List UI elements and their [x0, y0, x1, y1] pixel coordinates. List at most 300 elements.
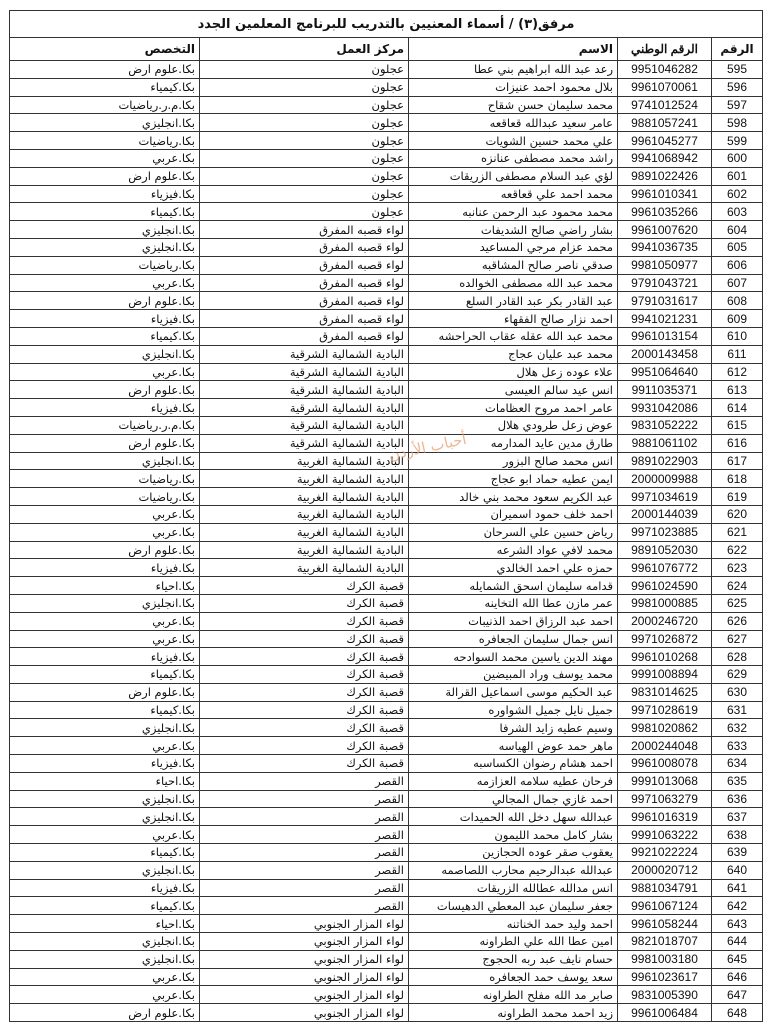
- row-work-center: البادية الشمالية الغربية: [200, 488, 409, 506]
- table-row: [10, 167, 763, 185]
- row-name: احمد عبد الرزاق احمد الذنيبات: [409, 612, 618, 630]
- row-work-center: لواء قصبه المفرق: [200, 256, 409, 274]
- row-work-center: لواء قصبه المفرق: [200, 274, 409, 292]
- row-national-id: 9971028619: [618, 701, 712, 719]
- row-work-center: القصر: [200, 844, 409, 862]
- row-specialization: بكا.فيزياء: [10, 879, 200, 897]
- row-number: 608: [712, 292, 763, 310]
- row-national-id: 9991013068: [618, 772, 712, 790]
- table-row: [10, 826, 763, 844]
- row-specialization: بكا.فيزياء: [10, 185, 200, 203]
- table-row: [10, 594, 763, 612]
- row-number: 643: [712, 915, 763, 933]
- row-national-id: 9791043721: [618, 274, 712, 292]
- row-number: 626: [712, 612, 763, 630]
- row-national-id: 9961035266: [618, 203, 712, 221]
- row-national-id: 9821018707: [618, 933, 712, 951]
- row-national-id: 9971034619: [618, 488, 712, 506]
- row-work-center: القصر: [200, 897, 409, 915]
- row-national-id: 2000143458: [618, 345, 712, 363]
- row-work-center: لواء المزار الجنوبي: [200, 915, 409, 933]
- row-name: بشار راضي صالح الشديفات: [409, 221, 618, 239]
- table-row: [10, 149, 763, 167]
- row-work-center: القصر: [200, 861, 409, 879]
- table-row: [10, 345, 763, 363]
- row-specialization: بكا.علوم ارض: [10, 683, 200, 701]
- row-name: حسام نايف عبد ربه الحجوج: [409, 950, 618, 968]
- row-national-id: 2000246720: [618, 612, 712, 630]
- table-row: [10, 986, 763, 1004]
- table-row: [10, 381, 763, 399]
- row-national-id: 9891022426: [618, 167, 712, 185]
- row-specialization: بكا.علوم ارض: [10, 167, 200, 185]
- row-specialization: بكا.كيمياء: [10, 844, 200, 862]
- row-number: 640: [712, 861, 763, 879]
- table-row: [10, 559, 763, 577]
- row-name: صابر مد الله مفلح الطراونه: [409, 986, 618, 1004]
- row-national-id: 9941068942: [618, 149, 712, 167]
- row-number: 637: [712, 808, 763, 826]
- row-number: 604: [712, 221, 763, 239]
- table-row: [10, 577, 763, 595]
- row-national-id: 2000009988: [618, 470, 712, 488]
- row-national-id: 9881034791: [618, 879, 712, 897]
- row-national-id: 9831014625: [618, 683, 712, 701]
- row-name: ماهر حمد عوض الهياسه: [409, 737, 618, 755]
- row-work-center: البادية الشمالية الغربية: [200, 541, 409, 559]
- row-national-id: 9961006484: [618, 1004, 712, 1022]
- row-national-id: 9891052030: [618, 541, 712, 559]
- table-row: [10, 523, 763, 541]
- row-work-center: قصبة الكرك: [200, 612, 409, 630]
- row-specialization: بكا.فيزياء: [10, 648, 200, 666]
- table-row: [10, 612, 763, 630]
- row-work-center: البادية الشمالية الشرقية: [200, 399, 409, 417]
- row-national-id: 9951046282: [618, 61, 712, 79]
- row-work-center: قصبة الكرك: [200, 737, 409, 755]
- row-specialization: بكا.علوم ارض: [10, 292, 200, 310]
- table-row: [10, 879, 763, 897]
- row-number: 630: [712, 683, 763, 701]
- row-specialization: بكا.علوم ارض: [10, 381, 200, 399]
- row-specialization: بكا.فيزياء: [10, 755, 200, 773]
- table-row: [10, 648, 763, 666]
- row-number: 645: [712, 950, 763, 968]
- row-national-id: 9961023617: [618, 968, 712, 986]
- row-name: رعد عبد الله ابراهيم بني عطا: [409, 61, 618, 79]
- row-specialization: بكا.انجليزي: [10, 594, 200, 612]
- row-name: محمد محمود عبد الرحمن عنانبه: [409, 203, 618, 221]
- row-work-center: لواء المزار الجنوبي: [200, 968, 409, 986]
- row-national-id: 9791031617: [618, 292, 712, 310]
- row-work-center: عجلون: [200, 149, 409, 167]
- row-number: 631: [712, 701, 763, 719]
- table-row: [10, 203, 763, 221]
- table-row: [10, 399, 763, 417]
- row-name: ايمن عطيه حماد ابو عجاج: [409, 470, 618, 488]
- row-work-center: القصر: [200, 808, 409, 826]
- row-specialization: بكا.عربي: [10, 149, 200, 167]
- row-national-id: 9961013154: [618, 327, 712, 345]
- row-number: 636: [712, 790, 763, 808]
- row-work-center: البادية الشمالية الشرقية: [200, 434, 409, 452]
- row-work-center: القصر: [200, 772, 409, 790]
- row-work-center: البادية الشمالية الغربية: [200, 470, 409, 488]
- row-name: عبدالله عبدالرحيم محارب اللصاصمه: [409, 861, 618, 879]
- row-specialization: بكا.انجليزي: [10, 719, 200, 737]
- row-number: 607: [712, 274, 763, 292]
- row-national-id: 9941021231: [618, 310, 712, 328]
- watermark-text: أحباب الأردن: [386, 429, 469, 465]
- row-specialization: بكا.انجليزي: [10, 452, 200, 470]
- row-name: سعد يوسف حمد الجعافره: [409, 968, 618, 986]
- row-name: انس عيد سالم العيسى: [409, 381, 618, 399]
- table-row: [10, 256, 763, 274]
- row-national-id: 9881061102: [618, 434, 712, 452]
- table-row: [10, 185, 763, 203]
- row-name: انس محمد صالح البزور: [409, 452, 618, 470]
- row-work-center: لواء المزار الجنوبي: [200, 986, 409, 1004]
- row-number: 606: [712, 256, 763, 274]
- row-national-id: 9961024590: [618, 577, 712, 595]
- row-number: 623: [712, 559, 763, 577]
- row-specialization: بكا.كيمياء: [10, 203, 200, 221]
- table-row: [10, 950, 763, 968]
- row-work-center: البادية الشمالية الشرقية: [200, 345, 409, 363]
- row-national-id: 9971023885: [618, 523, 712, 541]
- row-work-center: البادية الشمالية الغربية: [200, 559, 409, 577]
- row-number: 596: [712, 78, 763, 96]
- row-national-id: 9961058244: [618, 915, 712, 933]
- row-number: 634: [712, 755, 763, 773]
- row-number: 610: [712, 327, 763, 345]
- row-number: 597: [712, 96, 763, 114]
- row-specialization: بكا.عربي: [10, 968, 200, 986]
- row-number: 635: [712, 772, 763, 790]
- trainees-table: [9, 37, 763, 1022]
- row-national-id: 9831052222: [618, 416, 712, 434]
- row-work-center: البادية الشمالية الغربية: [200, 505, 409, 523]
- row-specialization: بكا.احياء: [10, 915, 200, 933]
- row-specialization: بكا.عربي: [10, 986, 200, 1004]
- row-specialization: بكا.عربي: [10, 826, 200, 844]
- table-row: [10, 861, 763, 879]
- row-name: جعفر سليمان عبد المعطي الدهيسات: [409, 897, 618, 915]
- row-number: 646: [712, 968, 763, 986]
- row-number: 620: [712, 505, 763, 523]
- row-name: عمر مازن عطا الله التخاينه: [409, 594, 618, 612]
- table-row: [10, 915, 763, 933]
- row-specialization: بكا.انجليزي: [10, 221, 200, 239]
- row-name: محمد احمد علي قعاقعه: [409, 185, 618, 203]
- row-number: 621: [712, 523, 763, 541]
- row-name: بشار كامل محمد الليمون: [409, 826, 618, 844]
- row-work-center: عجلون: [200, 132, 409, 150]
- row-specialization: بكا.انجليزي: [10, 808, 200, 826]
- row-number: 629: [712, 666, 763, 684]
- table-row: [10, 933, 763, 951]
- row-specialization: بكا.علوم ارض: [10, 541, 200, 559]
- row-national-id: 9961010268: [618, 648, 712, 666]
- table-row: [10, 470, 763, 488]
- row-number: 609: [712, 310, 763, 328]
- row-name: عبدالله سهل دخل الله الحميدات: [409, 808, 618, 826]
- row-specialization: بكا.م.ر.رياضيات: [10, 416, 200, 434]
- row-national-id: 2000144039: [618, 505, 712, 523]
- row-name: محمد سليمان حسن شقاح: [409, 96, 618, 114]
- row-name: علي محمد حسين الشويات: [409, 132, 618, 150]
- row-specialization: بكا.رياضيات: [10, 132, 200, 150]
- row-specialization: بكا.عربي: [10, 612, 200, 630]
- row-specialization: بكا.علوم ارض: [10, 61, 200, 79]
- table-row: [10, 78, 763, 96]
- row-work-center: قصبة الكرك: [200, 594, 409, 612]
- row-work-center: عجلون: [200, 114, 409, 132]
- header-national-id: الرقم الوطني: [618, 38, 712, 61]
- row-national-id: 9981020862: [618, 719, 712, 737]
- row-number: 622: [712, 541, 763, 559]
- row-national-id: 9891022903: [618, 452, 712, 470]
- row-specialization: بكا.عربي: [10, 737, 200, 755]
- table-row: [10, 737, 763, 755]
- table-row: [10, 96, 763, 114]
- row-work-center: عجلون: [200, 203, 409, 221]
- table-body: [10, 61, 763, 1022]
- row-number: 618: [712, 470, 763, 488]
- row-number: 616: [712, 434, 763, 452]
- table-row: [10, 808, 763, 826]
- header-number: الرقم: [712, 38, 763, 61]
- row-national-id: 9961045277: [618, 132, 712, 150]
- row-specialization: بكا.عربي: [10, 630, 200, 648]
- row-specialization: بكا.رياضيات: [10, 470, 200, 488]
- table-row: [10, 719, 763, 737]
- row-number: 642: [712, 897, 763, 915]
- row-name: زيد احمد محمد الطراونه: [409, 1004, 618, 1022]
- header-specialization: التخصص: [10, 38, 200, 61]
- row-specialization: بكا.عربي: [10, 363, 200, 381]
- row-number: 641: [712, 879, 763, 897]
- row-name: محمد عبد الله عقله عقاب الحراحشه: [409, 327, 618, 345]
- header-work-center: مركز العمل: [200, 38, 409, 61]
- row-national-id: 9931042086: [618, 399, 712, 417]
- row-work-center: لواء قصبه المفرق: [200, 238, 409, 256]
- row-national-id: 9741012524: [618, 96, 712, 114]
- row-specialization: بكا.علوم ارض: [10, 434, 200, 452]
- row-name: انس جمال سليمان الجعافره: [409, 630, 618, 648]
- row-work-center: البادية الشمالية الغربية: [200, 523, 409, 541]
- table-row: [10, 897, 763, 915]
- row-national-id: 9921022224: [618, 844, 712, 862]
- table-row: [10, 488, 763, 506]
- table-row: [10, 452, 763, 470]
- table-row: [10, 968, 763, 986]
- row-work-center: عجلون: [200, 61, 409, 79]
- table-row: [10, 772, 763, 790]
- row-name: عامر احمد مروح العظامات: [409, 399, 618, 417]
- row-work-center: القصر: [200, 826, 409, 844]
- row-name: قدامه سليمان اسحق الشمايله: [409, 577, 618, 595]
- row-work-center: لواء المزار الجنوبي: [200, 933, 409, 951]
- row-national-id: 9971026872: [618, 630, 712, 648]
- row-national-id: 2000244048: [618, 737, 712, 755]
- row-number: 613: [712, 381, 763, 399]
- row-work-center: لواء المزار الجنوبي: [200, 1004, 409, 1022]
- row-name: احمد نزار صالح الفقهاء: [409, 310, 618, 328]
- row-name: احمد هشام رضوان الكساسبه: [409, 755, 618, 773]
- row-work-center: قصبة الكرك: [200, 648, 409, 666]
- row-national-id: 9991063222: [618, 826, 712, 844]
- row-name: جميل نايل جميل الشواوره: [409, 701, 618, 719]
- row-number: 632: [712, 719, 763, 737]
- row-national-id: 9951064640: [618, 363, 712, 381]
- table-row: [10, 790, 763, 808]
- row-national-id: 2000020712: [618, 861, 712, 879]
- row-name: احمد وليد حمد الخناتنه: [409, 915, 618, 933]
- row-name: محمد يوسف وراد المبيضين: [409, 666, 618, 684]
- table-header-row: [10, 38, 763, 61]
- table-row: [10, 701, 763, 719]
- row-name: محمد عبد عليان عجاج: [409, 345, 618, 363]
- row-specialization: بكا.انجليزي: [10, 238, 200, 256]
- row-name: عامر سعيد عبدالله قعاقعه: [409, 114, 618, 132]
- row-work-center: قصبة الكرك: [200, 683, 409, 701]
- row-number: 619: [712, 488, 763, 506]
- row-name: لؤي عبد السلام مصطفى الزريقات: [409, 167, 618, 185]
- row-number: 611: [712, 345, 763, 363]
- row-specialization: بكا.انجليزي: [10, 861, 200, 879]
- table-row: [10, 630, 763, 648]
- row-number: 603: [712, 203, 763, 221]
- table-row: [10, 363, 763, 381]
- table-row: [10, 505, 763, 523]
- row-name: رياض حسين علي السرحان: [409, 523, 618, 541]
- row-specialization: بكا.م.ر.رياضيات: [10, 96, 200, 114]
- table-row: [10, 274, 763, 292]
- row-name: فرحان عطيه سلامه العزازمه: [409, 772, 618, 790]
- row-name: عبد القادر بكر عبد القادر السلع: [409, 292, 618, 310]
- row-national-id: 9961070061: [618, 78, 712, 96]
- row-name: امين عطا الله علي الطراونه: [409, 933, 618, 951]
- row-specialization: بكا.فيزياء: [10, 559, 200, 577]
- row-work-center: البادية الشمالية الشرقية: [200, 381, 409, 399]
- row-specialization: بكا.انجليزي: [10, 950, 200, 968]
- row-work-center: قصبة الكرك: [200, 666, 409, 684]
- row-number: 595: [712, 61, 763, 79]
- row-name: عوض زعل طرودي هلال: [409, 416, 618, 434]
- row-name: احمد خلف حمود اسميران: [409, 505, 618, 523]
- table-row: [10, 666, 763, 684]
- row-work-center: عجلون: [200, 167, 409, 185]
- row-work-center: قصبة الكرك: [200, 719, 409, 737]
- table-row: [10, 844, 763, 862]
- row-name: علاء عوده زعل هلال: [409, 363, 618, 381]
- row-name: محمد عزام مرجي المساعيد: [409, 238, 618, 256]
- table-row: [10, 416, 763, 434]
- row-work-center: لواء قصبه المفرق: [200, 327, 409, 345]
- row-specialization: بكا.علوم ارض: [10, 1004, 200, 1022]
- row-number: 598: [712, 114, 763, 132]
- header-name: الاسم: [409, 38, 618, 61]
- row-number: 615: [712, 416, 763, 434]
- row-name: مهند الدين ياسين محمد السوادحه: [409, 648, 618, 666]
- row-work-center: عجلون: [200, 185, 409, 203]
- row-specialization: بكا.عربي: [10, 505, 200, 523]
- row-name: وسيم عطيه زايد الشرفا: [409, 719, 618, 737]
- row-number: 648: [712, 1004, 763, 1022]
- row-number: 605: [712, 238, 763, 256]
- row-national-id: 9961010341: [618, 185, 712, 203]
- row-national-id: 9961016319: [618, 808, 712, 826]
- row-number: 647: [712, 986, 763, 1004]
- row-work-center: عجلون: [200, 78, 409, 96]
- row-specialization: بكا.فيزياء: [10, 310, 200, 328]
- row-specialization: بكا.كيمياء: [10, 78, 200, 96]
- row-national-id: 9881057241: [618, 114, 712, 132]
- row-name: محمد لافي عواد الشرعه: [409, 541, 618, 559]
- row-number: 644: [712, 933, 763, 951]
- table-row: [10, 132, 763, 150]
- row-name: عبد الحكيم موسى اسماعيل القرالة: [409, 683, 618, 701]
- row-specialization: بكا.فيزياء: [10, 399, 200, 417]
- row-number: 624: [712, 577, 763, 595]
- row-national-id: 9981050977: [618, 256, 712, 274]
- row-specialization: بكا.عربي: [10, 523, 200, 541]
- row-work-center: البادية الشمالية الشرقية: [200, 416, 409, 434]
- row-national-id: 9961008078: [618, 755, 712, 773]
- row-specialization: بكا.كيمياء: [10, 666, 200, 684]
- row-work-center: لواء قصبه المفرق: [200, 292, 409, 310]
- row-specialization: بكا.رياضيات: [10, 488, 200, 506]
- row-national-id: 9971063279: [618, 790, 712, 808]
- row-name: طارق مدين عايد المدارمه: [409, 434, 618, 452]
- table-row: [10, 61, 763, 79]
- row-number: 614: [712, 399, 763, 417]
- row-number: 625: [712, 594, 763, 612]
- table-row: [10, 114, 763, 132]
- row-work-center: القصر: [200, 879, 409, 897]
- document-title: مرفق(٣) / أسماء المعنيين بالتدريب للبرنامج المعلمين الجدد: [9, 10, 763, 37]
- row-work-center: البادية الشمالية الشرقية: [200, 363, 409, 381]
- row-number: 617: [712, 452, 763, 470]
- row-national-id: 9961076772: [618, 559, 712, 577]
- row-national-id: 9911035371: [618, 381, 712, 399]
- table-row: [10, 310, 763, 328]
- row-work-center: لواء قصبه المفرق: [200, 310, 409, 328]
- row-name: صدقي ناصر صالح المشاقبه: [409, 256, 618, 274]
- row-number: 601: [712, 167, 763, 185]
- row-name: انس مدالله عطالله الزريقات: [409, 879, 618, 897]
- row-national-id: 9831005390: [618, 986, 712, 1004]
- table-row: [10, 541, 763, 559]
- row-name: عبد الكريم سعود محمد بني خالد: [409, 488, 618, 506]
- row-specialization: بكا.عربي: [10, 274, 200, 292]
- row-number: 599: [712, 132, 763, 150]
- row-work-center: قصبة الكرك: [200, 577, 409, 595]
- document-page: [9, 10, 763, 1022]
- row-specialization: بكا.احياء: [10, 772, 200, 790]
- table-row: [10, 434, 763, 452]
- row-number: 612: [712, 363, 763, 381]
- row-number: 628: [712, 648, 763, 666]
- row-name: محمد عبد الله مصطفى الخوالده: [409, 274, 618, 292]
- table-row: [10, 1004, 763, 1022]
- row-specialization: بكا.كيمياء: [10, 327, 200, 345]
- row-work-center: عجلون: [200, 96, 409, 114]
- row-number: 602: [712, 185, 763, 203]
- table-row: [10, 683, 763, 701]
- row-work-center: قصبة الكرك: [200, 755, 409, 773]
